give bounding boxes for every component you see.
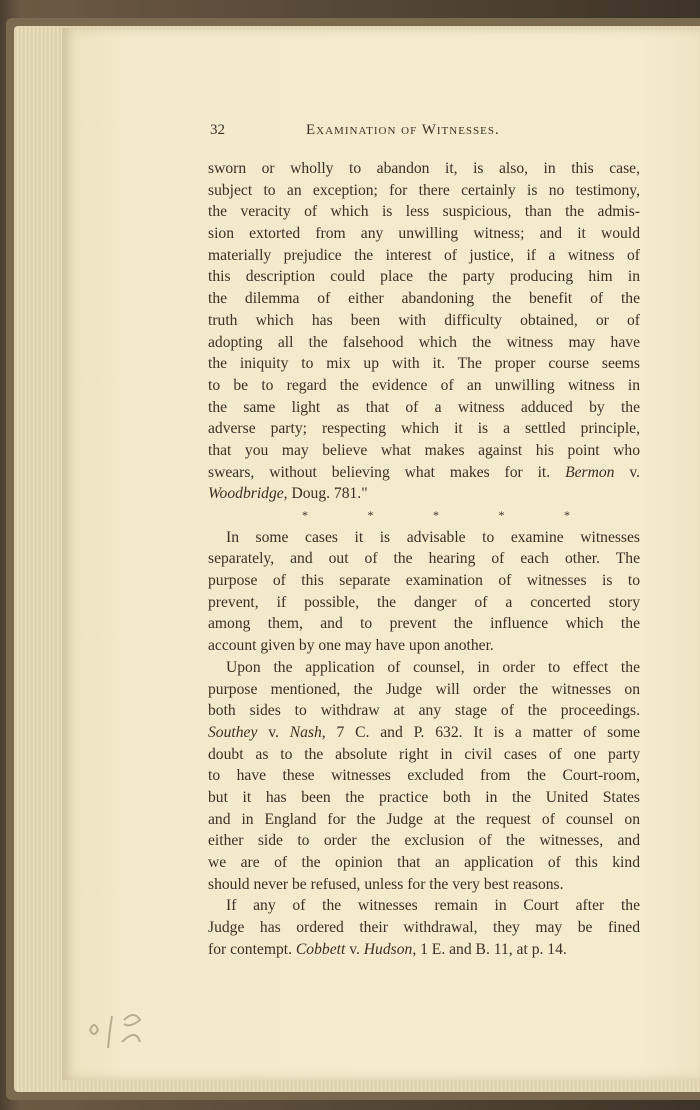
text-line: we are of the opinion that an application of this kind <box>208 854 640 871</box>
pencil-annotation-mark <box>80 1000 160 1060</box>
text-line: If any of the witnesses remain in Court after the <box>226 897 640 915</box>
case-name-italic: Woodbridge <box>208 485 284 503</box>
text-line: the dilemma of either abandoning the benefit of the <box>208 290 640 308</box>
text-line: among them, and to prevent the influence which the <box>208 615 640 633</box>
text-line: to be to regard the evidence of an unwilling witness in <box>208 376 640 394</box>
text-line: Woodbridge, Doug. 781." <box>208 485 368 503</box>
case-name-italic: Hudson <box>363 940 413 958</box>
text-line: subject to an exception; for there certainly is no testimony, <box>208 181 640 199</box>
text-line: for contempt. Cobbett v. Hudson, 1 E. and B. 11, at p. 14. <box>208 940 567 958</box>
text-line: Southey v. Nash, 7 C. and P. 632. It is a matter of some <box>208 723 640 741</box>
text-line: sworn or wholly to abandon it, is also, in this case, <box>208 160 640 177</box>
body-text <box>208 158 640 960</box>
text-line: Judge has ordered their withdrawal, they may be fined <box>208 919 640 937</box>
text-line: and in England for the Judge at the request of counsel on <box>208 810 640 828</box>
text-line: but it has been the practice both in the United States <box>208 788 640 806</box>
text-line: materially prejudice the interest of justice, if a witness of <box>208 246 640 264</box>
text-line: purpose mentioned, the Judge will order the witnesses on <box>208 680 640 698</box>
page-number: 32 <box>210 122 225 138</box>
case-name-italic: Bermon <box>565 463 615 481</box>
text-line: truth which has been with difficulty obtained, or of <box>208 311 640 329</box>
text-line: this description could place the party producing him in <box>208 268 640 286</box>
text-line: either side to order the exclusion of the witnesses, and <box>208 832 640 850</box>
text-line: sion extorted from any unwilling witness; and it would <box>208 225 640 243</box>
case-name-italic: Nash <box>289 723 322 741</box>
text-line: swears, without believing what makes for it. Bermon v. <box>208 463 640 481</box>
text-line: account given by one may have upon another. <box>208 637 494 655</box>
running-title: Examination of Witnesses. <box>306 122 500 138</box>
text-line: separately, and out of the hearing of each other. The <box>208 550 640 568</box>
case-name-italic: Southey <box>208 723 258 741</box>
text-line: should never be refused, unless for the very best reasons. <box>208 875 564 893</box>
text-line: adverse party; respecting which it is a settled principle, <box>208 420 640 438</box>
text-line: to have these witnesses excluded from the Court-room, <box>208 767 640 785</box>
text-line: that you may believe what makes against his point who <box>208 441 640 459</box>
text-line: doubt as to the absolute right in civil cases of one party <box>208 745 640 763</box>
text-line: the same light as that of a witness adduced by the <box>208 398 640 416</box>
section-break-asterisms: * * * * * <box>302 508 570 522</box>
text-line: In some cases it is advisable to examine witnesses <box>226 528 640 546</box>
text-line: both sides to withdraw at any stage of the proceedings. <box>208 702 640 720</box>
text-line: prevent, if possible, the danger of a concerted story <box>208 593 640 611</box>
text-line: adopting all the falsehood which the witness may have <box>208 333 640 351</box>
text-line: purpose of this separate examination of witnesses is to <box>208 572 640 590</box>
text-line: the iniquity to mix up with it. The proper course seems <box>208 355 640 373</box>
text-line: Upon the application of counsel, in order to effect the <box>226 658 640 676</box>
page-header <box>210 122 640 148</box>
text-line: the veracity of which is less suspicious, than the admis- <box>208 203 640 221</box>
case-name-italic: Cobbett <box>295 940 346 958</box>
